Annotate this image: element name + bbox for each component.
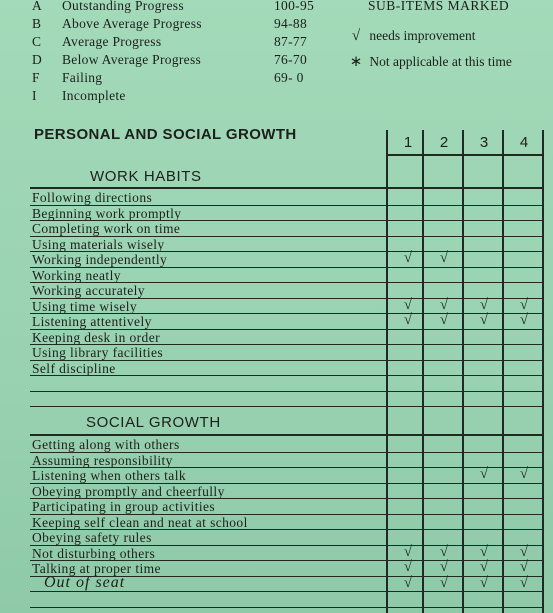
check-mark-icon: √ [403,574,413,591]
habit-item: Participating in group activities [32,499,216,514]
legend-label: Not applicable at this time [369,54,512,69]
check-mark-icon: √ [403,312,413,328]
check-mark-icon: √ [403,296,413,313]
habit-item: Obeying promptly and cheerfully [32,483,225,499]
check-mark-icon: √ [479,466,489,482]
check-mark-icon: √ [479,543,489,560]
habit-item: Completing work on time [32,221,181,236]
asterisk-icon: ∗ [349,54,363,70]
column-rule [462,130,464,613]
period-header: 3 [479,134,489,151]
period-header: 1 [403,134,413,151]
legend-not-applicable [346,52,512,71]
grade-range: 76-70 [274,52,307,67]
check-mark-icon: √ [403,250,413,266]
habit-item: Out of seat [44,573,126,591]
habit-item: Following directions [32,190,153,205]
habit-item: Keeping desk in order [32,329,160,345]
grade-letter: D [32,52,43,67]
grade-description: Outstanding Progress [62,0,184,13]
check-mark-icon: √ [519,574,529,591]
grade-range: 87-77 [274,34,307,49]
grade-description: Above Average Progress [62,16,202,31]
habit-item: Keeping self clean and neat at school [32,514,248,530]
habit-item: Listening when others talk [32,468,186,483]
blank-row-rule [30,391,543,392]
grade-letter: F [32,70,40,85]
row-rule [30,591,543,592]
grade-range: 69- 0 [274,70,304,85]
habit-item: Using library facilities [32,345,164,360]
subsection-rule [30,434,543,436]
check-mark-icon: √ [403,543,413,560]
subsection-rule [30,187,543,189]
subsection-heading: SOCIAL GROWTH [86,414,221,431]
check-mark-icon: √ [519,312,529,328]
check-mark-icon: √ [439,312,449,328]
check-mark-icon: √ [439,250,449,266]
habit-item: Assuming responsibility [32,452,173,468]
grade-letter: B [32,16,42,31]
check-mark-icon: √ [351,28,361,44]
grade-range: 94-88 [274,16,307,31]
habit-item: Working accurately [32,283,145,298]
subsection-heading: WORK HABITS [90,168,202,185]
habit-item: Obeying safety rules [32,530,152,545]
header-rule [386,154,543,156]
grade-description: Incomplete [62,88,126,103]
check-mark-icon: √ [439,296,449,313]
grade-letter: A [32,0,43,13]
column-rule [422,130,424,613]
check-mark-icon: √ [439,543,449,560]
check-mark-icon: √ [479,296,489,313]
grade-range: 100-95 [274,0,315,13]
legend-title: SUB-ITEMS MARKED [368,0,510,13]
habit-item: Working neatly [32,267,121,283]
column-rule [502,130,504,613]
check-mark-icon: √ [439,559,449,575]
check-mark-icon: √ [519,296,529,313]
blank-row-rule [30,607,543,608]
legend-label: needs improvement [369,28,476,43]
grade-description: Average Progress [62,34,162,49]
period-header: 2 [439,134,449,151]
check-mark-icon: √ [479,312,489,328]
habit-item: Beginning work promptly [32,205,182,221]
check-mark-icon: √ [519,543,529,560]
section-title: PERSONAL AND SOCIAL GROWTH [34,126,297,143]
row-rule [30,375,543,376]
habit-item: Using materials wisely [32,236,165,252]
grade-letter: C [32,34,42,49]
legend-needs-improvement [346,28,475,45]
habit-item: Listening attentively [32,314,152,329]
habit-item: Self discipline [32,360,116,376]
column-rule [386,130,388,613]
habit-item: Getting along with others [32,437,180,452]
period-header: 4 [519,134,529,151]
blank-row-rule [30,406,543,407]
check-mark-icon: √ [403,559,413,575]
check-mark-icon: √ [479,574,489,591]
grade-letter: I [32,88,37,103]
check-mark-icon: √ [519,559,529,575]
habit-item: Not disturbing others [32,545,156,561]
column-rule [542,130,544,613]
habit-item: Working independently [32,252,168,267]
grade-description: Below Average Progress [62,52,202,67]
check-mark-icon: √ [479,559,489,575]
check-mark-icon: √ [439,574,449,591]
habit-item: Talking at proper time [32,561,161,576]
check-mark-icon: √ [519,466,529,482]
habit-item: Using time wisely [32,298,138,314]
grade-description: Failing [62,70,103,85]
